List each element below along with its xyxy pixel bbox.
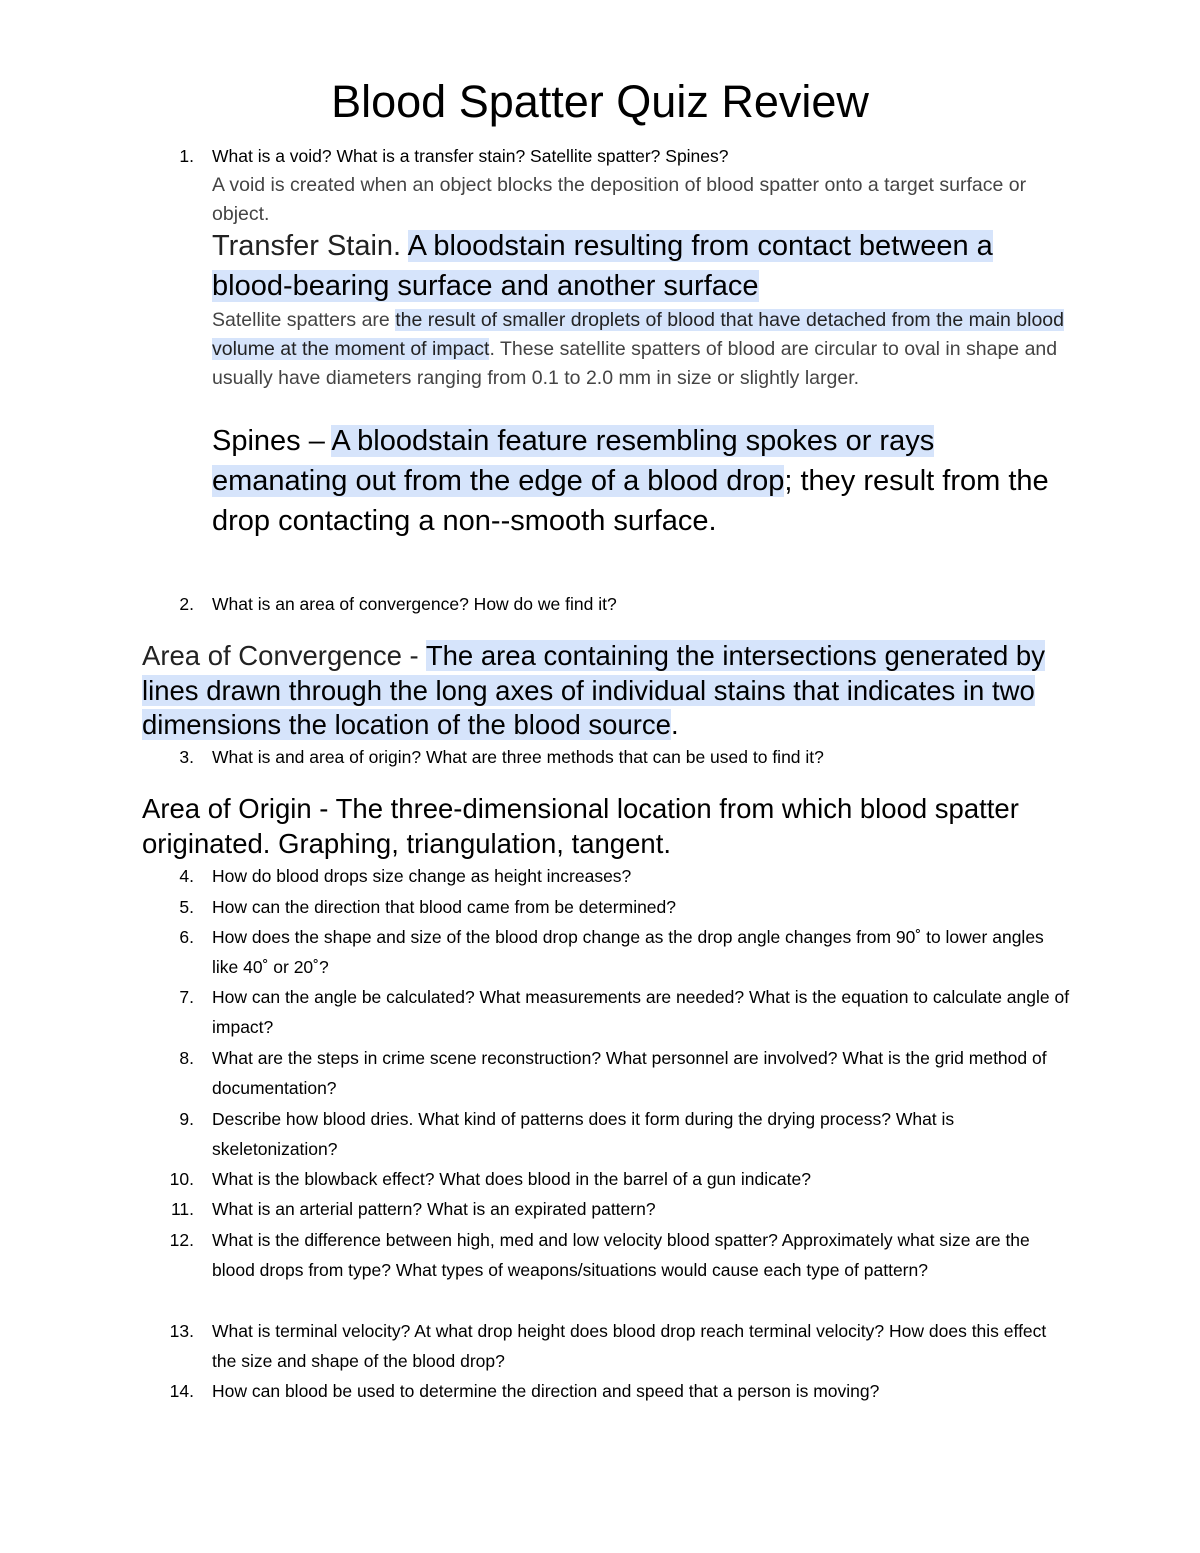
question-text: What is and area of origin? What are three methods that can be used to find it? — [212, 747, 824, 767]
transfer-stain-definition: A bloodstain resulting from contact between a blood-bearing surface and another surface — [212, 230, 993, 302]
convergence-term: Area of Convergence - — [142, 640, 426, 671]
spines-term: Spines – — [212, 425, 332, 457]
question-text: What is terminal velocity? At what drop height does blood drop reach terminal velocity? How does this effect the size and shape of the blood drop? — [212, 1321, 1047, 1371]
transfer-stain-answer — [212, 226, 1062, 306]
question-number: 1. — [179, 146, 194, 166]
question-text: What is a void? What is a transfer stain? Satellite spatter? Spines? — [212, 146, 729, 166]
spines-rest: ; they result from the drop contacting a non--smooth surface. — [212, 465, 1049, 537]
satellite-rest: . These satellite spatters of blood are circular to oval in shape and usually have diameters ranging from 0.1 to 2.0 mm in size or slightly larger. — [212, 338, 1058, 389]
question-number: 2. — [179, 594, 194, 614]
spines-answer — [212, 421, 1062, 541]
question-11 — [170, 1194, 1072, 1224]
satellite-spatter-answer — [212, 306, 1072, 393]
question-text: What is the blowback effect? What does blood in the barrel of a gun indicate? — [212, 1169, 811, 1189]
question-8 — [179, 1043, 1072, 1103]
question-number: 5. — [179, 897, 194, 917]
question-number: 12. — [169, 1230, 194, 1250]
question-14 — [169, 1376, 1072, 1406]
spines-definition: A bloodstain feature resembling spokes or rays emanating out from the edge of a blood drop — [212, 425, 935, 497]
question-text: How does the shape and size of the blood drop change as the drop angle changes from 90˚ to lower angles like 40˚ or 20˚? — [212, 927, 1044, 977]
question-number: 9. — [179, 1109, 194, 1129]
question-4 — [179, 861, 1072, 891]
question-number: 10. — [169, 1169, 194, 1189]
question-9 — [179, 1104, 1072, 1164]
transfer-stain-term: Transfer Stain. — [212, 230, 402, 262]
question-text: How can the direction that blood came from be determined? — [212, 897, 677, 917]
question-number: 6. — [179, 927, 194, 947]
question-13 — [169, 1316, 1072, 1376]
question-text: What is the difference between high, med and low velocity blood spatter? Approximately what size are the blood drops from type? What types of weapons/situations would cause each type of pattern? — [212, 1230, 1030, 1280]
question-text: How can the angle be calculated? What measurements are needed? What is the equation to calculate angle of impact? — [212, 987, 1070, 1037]
void-answer: A void is created when an object blocks the deposition of blood spatter onto a target surface or object. — [212, 174, 1027, 225]
page-title: Blood Spatter Quiz Review — [331, 76, 869, 127]
question-text: How do blood drops size change as height increases? — [212, 866, 632, 886]
question-number: 14. — [169, 1381, 194, 1401]
question-text: Describe how blood dries. What kind of patterns does it form during the drying process? What is skeletonization? — [212, 1109, 955, 1159]
question-7 — [179, 982, 1072, 1042]
convergence-end: . — [670, 709, 679, 740]
convergence-definition: The area containing the intersections generated by lines drawn through the long axes of individual stains that indicates in two dimensions the location of the blood source — [142, 640, 1045, 740]
satellite-definition: the result of smaller droplets of blood that have detached from the main blood volume at the moment of impact — [212, 309, 1064, 360]
question-5 — [179, 892, 1072, 922]
question-number: 8. — [179, 1048, 194, 1068]
question-6 — [179, 922, 1072, 982]
question-number: 13. — [169, 1321, 194, 1341]
question-text: What is an area of convergence? How do we find it? — [212, 594, 617, 614]
question-3 — [179, 742, 1072, 772]
area-of-origin-answer: Area of Origin - The three-dimensional location from which blood spatter originated. Graphing, triangulation, tangent. — [142, 793, 1019, 859]
satellite-lead: Satellite spatters are — [212, 309, 390, 331]
question-2 — [179, 589, 1072, 619]
question-text: How can blood be used to determine the direction and speed that a person is moving? — [212, 1381, 880, 1401]
question-number: 3. — [179, 747, 194, 767]
question-text: What is an arterial pattern? What is an expirated pattern? — [212, 1199, 656, 1219]
question-number: 4. — [179, 866, 194, 886]
question-number: 11. — [170, 1199, 194, 1219]
area-of-convergence-answer — [142, 639, 1052, 743]
question-text: What are the steps in crime scene reconstruction? What personnel are involved? What is the grid method of documentation? — [212, 1048, 1047, 1098]
question-number: 7. — [179, 987, 194, 1007]
question-12 — [169, 1225, 1072, 1285]
question-1 — [179, 141, 1072, 171]
question-10 — [169, 1164, 1072, 1194]
